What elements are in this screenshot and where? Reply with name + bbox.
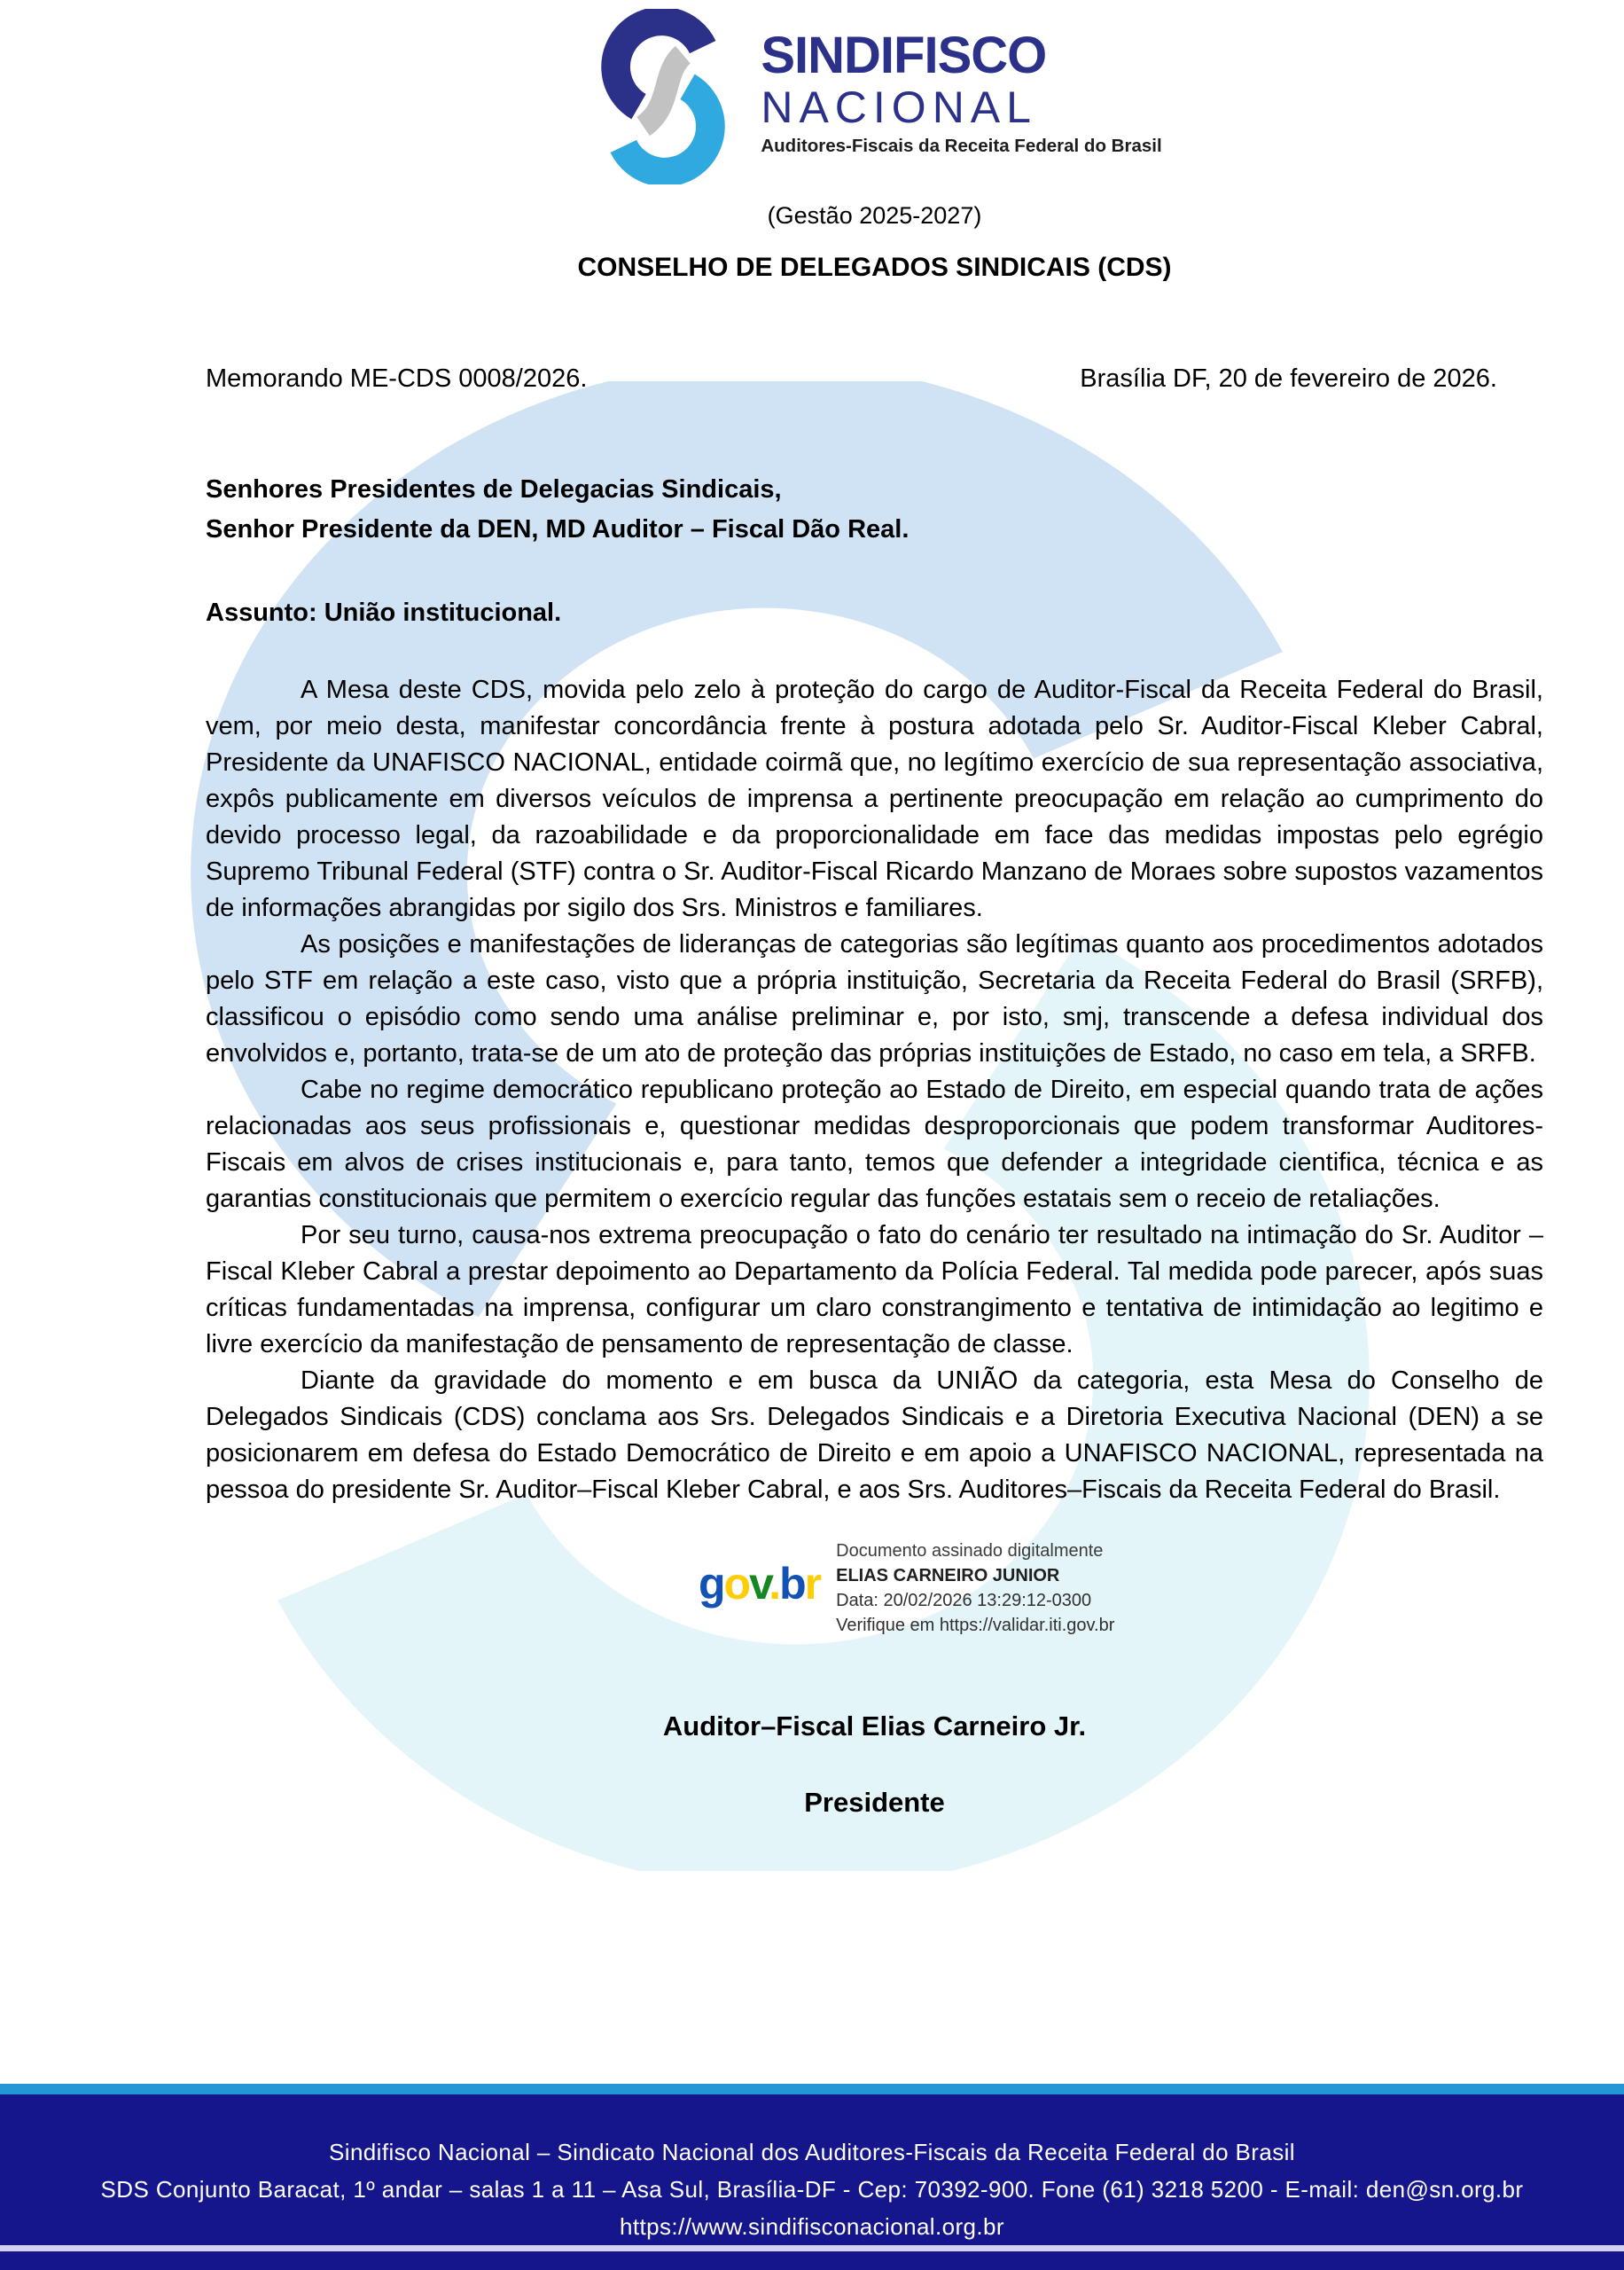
stamp-header: Documento assinado digitalmente bbox=[836, 1541, 1104, 1561]
document-content bbox=[206, 0, 1543, 1819]
logo-tagline: Auditores-Fiscais da Receita Federal do Brasil bbox=[761, 136, 1162, 156]
stamp-verify-link[interactable]: Verifique em https://validar.iti.gov.br bbox=[836, 1616, 1115, 1635]
management-term: (Gestão 2025-2027) bbox=[767, 202, 982, 229]
footer bbox=[0, 2084, 1624, 2270]
logo-subtitle: NACIONAL bbox=[761, 82, 1037, 132]
footer-address-line: SDS Conjunto Baracat, 1º andar – salas 1 a 11 – Asa Sul, Brasília-DF - Cep: 70392-900. Fone (61) 3218 5200 - E-mail: den@sn.org.br bbox=[100, 2176, 1524, 2203]
footer-text-block bbox=[0, 2094, 1624, 2270]
govbr-letter: r bbox=[804, 1559, 821, 1609]
memo-reference-row bbox=[206, 364, 1543, 394]
logo-wordmark bbox=[761, 27, 1162, 156]
logo-title: SINDIFISCO bbox=[761, 27, 1047, 84]
memo-body bbox=[206, 672, 1543, 1508]
stamp-signer-name: ELIAS CARNEIRO JUNIOR bbox=[836, 1566, 1060, 1585]
signer-name: Auditor–Fiscal Elias Carneiro Jr. bbox=[662, 1710, 1087, 1742]
body-paragraph-5: Diante da gravidade do momento e em busca da UNIÃO da categoria, esta Mesa do Conselho de Delegados Sindicais (CDS) conclama aos Srs. Delegados Sindicais e a Diretoria Executiva Nacional (DEN) a se posicionarem em defesa do Estado Democrático de Direito e em apoio a UNAFISCO NACIONAL, representada na pessoa do presidente Sr. Auditor–Fiscal Kleber Cabral, e aos Srs. Auditores–Fiscais da Receita Federal do Brasil. bbox=[206, 1366, 1543, 1504]
govbr-letter: . bbox=[769, 1559, 780, 1609]
body-paragraph-2: As posições e manifestações de lideranças de categorias são legítimas quanto aos procedimentos adotados pelo STF em relação a este caso, visto que a própria instituição, Secretaria da Receita Federal do Brasil (SRFB), classificou o episódio como sendo uma análise preliminar e, por isto, smj, transcende a defesa individual dos envolvidos e, portanto, trata-se de um ato de proteção das próprias instituições de Estado, no caso em tela, a SRFB. bbox=[206, 930, 1543, 1068]
govbr-letter: g bbox=[699, 1559, 724, 1609]
body-paragraph-4: Por seu turno, causa-nos extrema preocupação o fato do cenário ter resultado na intimação do Sr. Auditor – Fiscal Kleber Cabral a prestar depoimento ao Departamento da Polícia Federal. Tal medida pode parecer, após suas críticas fundamentadas na imprensa, configurar um claro constrangimento e tentativa de intimidação ao legitimo e livre exercício da manifestação de pensamento de representação de classe. bbox=[206, 1221, 1543, 1358]
govbr-letter: v bbox=[749, 1559, 769, 1609]
logo-gray-ribbon bbox=[644, 55, 683, 127]
council-title: CONSELHO DE DELEGADOS SINDICAIS (CDS) bbox=[577, 253, 1172, 282]
sindifisco-logo bbox=[206, 0, 1543, 197]
stamp-date: Data: 20/02/2026 13:29:12-0300 bbox=[836, 1591, 1092, 1610]
body-paragraph-1: A Mesa deste CDS, movida pelo zelo à proteção do cargo de Auditor-Fiscal da Receita Federal do Brasil, vem, por meio desta, manifestar concordância frente à postura adotada pelo Sr. Auditor-Fiscal Kleber Cabral, Presidente da UNAFISCO NACIONAL, entidade coirmã que, no legítimo exercício de sua representação associativa, expôs publicamente em diversos veículos de imprensa a pertinente preocupação em relação ao cumprimento do devido processo legal, da razoabilidade e da proporcionalidade em face das medidas impostas pelo egrégio Supremo Tribunal Federal (STF) contra o Sr. Auditor-Fiscal Ricardo Manzano de Moraes sobre supostos vazamentos de informações abrangidas por sigilo dos Srs. Ministros e familiares. bbox=[206, 676, 1543, 922]
govbr-letter: o bbox=[723, 1559, 750, 1609]
govbr-logo bbox=[699, 1559, 821, 1609]
signer-role: Presidente bbox=[804, 1787, 945, 1818]
footer-bottom-edge bbox=[0, 2245, 1624, 2251]
subject-line: Assunto: União institucional. bbox=[206, 599, 562, 627]
body-paragraph-3: Cabe no regime democrático republicano proteção ao Estado de Direito, em especial quando trata de ações relacionadas aos seus profissionais e, questionar medidas desproporcionais que podem transformar Auditores-Fiscais em alvos de crises institucionais e, para tanto, temos que defender a integridade cientifica, técnica e as garantias constitucionais que permitem o exercício regular das funções estatais sem o receio de retaliações. bbox=[206, 1076, 1543, 1213]
recipient-line-2: Senhor Presidente da DEN, MD Auditor – Fiscal Dão Real. bbox=[206, 515, 910, 544]
footer-accent-stripe bbox=[0, 2084, 1624, 2094]
sindifisco-s-mark-icon bbox=[587, 9, 739, 184]
govbr-letter: b bbox=[779, 1559, 805, 1609]
digital-signature-stamp bbox=[699, 1538, 1543, 1638]
memo-place-date: Brasília DF, 20 de fevereiro de 2026. bbox=[1080, 364, 1497, 393]
footer-org-line: Sindifisco Nacional – Sindicato Nacional dos Auditores-Fiscais da Receita Federal do Brasil bbox=[329, 2139, 1295, 2165]
recipients bbox=[206, 470, 1543, 550]
footer-website-link[interactable]: https://www.sindifisconacional.org.br bbox=[620, 2213, 1004, 2240]
stamp-text bbox=[836, 1538, 1114, 1638]
memo-reference: Memorando ME-CDS 0008/2026. bbox=[206, 364, 588, 393]
recipient-line-1: Senhores Presidentes de Delegacias Sindicais, bbox=[206, 475, 782, 504]
